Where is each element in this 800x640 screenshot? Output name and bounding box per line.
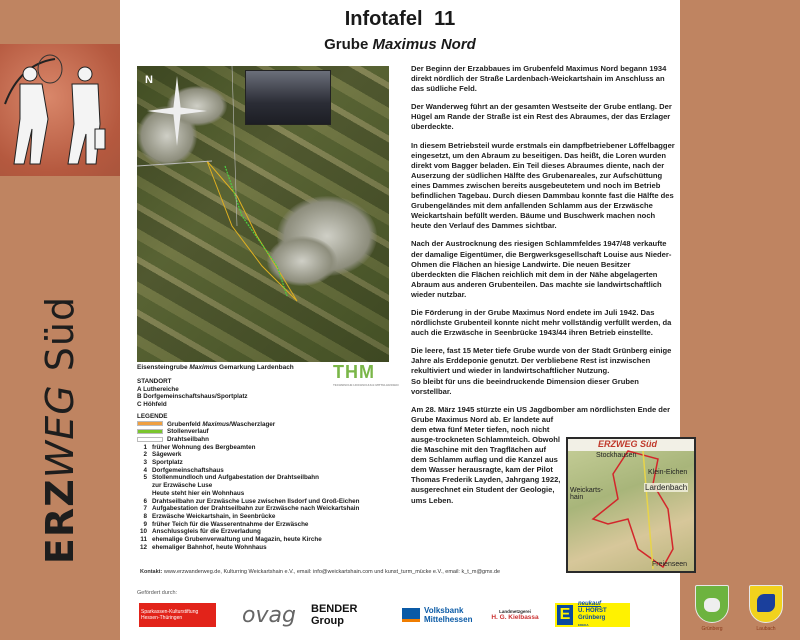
paragraph: Die Förderung in der Grube Maximus Nord endete im Juli 1942. Das nördlichste Grubenteil konnte nicht mehr vollständig verfüllt werden, da auch die Erzwäsche in Seenbrücke 1943/44 ihren Betrieb einstellte. bbox=[411, 307, 672, 338]
place-label: Stockhausen bbox=[596, 452, 637, 459]
legend-swatch-item: Stollenverlauf bbox=[137, 428, 407, 436]
map-legend bbox=[137, 378, 407, 551]
standort-item: A Luthereiche bbox=[137, 385, 179, 393]
legend-swatch-item: Drahtseilbahn bbox=[137, 436, 407, 444]
legend-swatch bbox=[137, 437, 163, 442]
erzweg-brand-vertical: ERZWEG Süd bbox=[38, 295, 82, 565]
legend-item: 8 Erzwäsche Weickartshain, in Seenbrücke bbox=[143, 512, 276, 520]
legend-item: 11 ehemalige Grubenverwaltung und Magazin, heute Kirche bbox=[140, 536, 322, 544]
map-caption: Eisensteingrube Maximus Gemarkung Lardenbach bbox=[137, 364, 294, 371]
standort-item: B Dorfgemeinschaftshaus/Sportplatz bbox=[137, 393, 248, 401]
inset-title: ERZWEG Süd bbox=[568, 439, 694, 451]
legend-item: 6 Drahtseilbahn zur Erzwäsche Luse zwischen Ilsdorf und Groß-Eichen bbox=[143, 497, 360, 505]
page-subtitle: Grube Maximus Nord bbox=[324, 36, 476, 53]
legend-item: 7 Aufgabestation der Drahtseilbahn zur Erzwäsche nach Weickartshain bbox=[143, 505, 360, 513]
place-label: Klein-Eichen bbox=[648, 469, 688, 476]
place-label-lardenbach: Lardenbach bbox=[645, 483, 688, 492]
aerial-map bbox=[137, 66, 389, 362]
laubach-crest bbox=[749, 585, 783, 623]
edeka-neukauf-logo: E neukauf U. HORST Grünberg EDEKA bbox=[555, 603, 630, 627]
paragraph: Nach der Austrocknung des riesigen Schlammfeldes 1947/48 verkaufte der damalige Eigentümer, die Bergwerksgesellschaft Louise aus Nieder-Ohmen die Flächen an hiesige Landwirte. Die neuen Besitzer überdeckten die Flächen reichlich mit dem in der Nähe abgelagerten Abraum aus anderen Grubenteilen. Das machte sie landwirtschaftlich wieder nutzbar. bbox=[411, 239, 672, 299]
legend-item: 5 Stollenmundloch und Aufgabestation der Drahtseilbahn bbox=[143, 474, 319, 482]
bender-logo: BENDER Group bbox=[311, 603, 358, 627]
legend-item: 12 ehemaliger Bahnhof, heute Wohnhaus bbox=[139, 543, 267, 551]
erzweg-route-map bbox=[566, 437, 696, 573]
legend-item: 3 Sportplatz bbox=[143, 459, 183, 467]
contact-line: Kontakt: www.erzwanderweg.de, Kulturring Weickartshain e.V., email: info@weickartshain.com und kunst_turm_mücke e.V., email: k_t_m@gmx.de bbox=[140, 569, 501, 575]
north-compass-label: N bbox=[145, 74, 153, 86]
place-label: Freienseen bbox=[652, 561, 688, 568]
ovag-logo: ovag bbox=[242, 602, 296, 628]
historic-photo bbox=[245, 70, 331, 125]
paragraph: Der Beginn der Erzabbaues im Grubenfeld Maximus Nord begann 1934 direkt nördlich der Straße Lardenbach-Weickartshain im Anschluss an das südliche Feld. bbox=[411, 64, 667, 94]
crest-label: Grünberg bbox=[701, 626, 723, 632]
legend-swatch bbox=[137, 429, 163, 434]
legend-swatch-item: Grubenfeld Maximus/Wascherzlager bbox=[137, 421, 407, 429]
legende-title: LEGENDE bbox=[137, 412, 168, 420]
paragraph: Der Wanderweg führt an der gesamten Westseite der Grube entlang. Der Hügel am Rande der Straße ist ein Rest des Abraumes, der das Erzlager überdeckte. bbox=[411, 102, 672, 132]
legend-swatch bbox=[137, 421, 163, 426]
legend-item: Heute steht hier ein Wohnhaus bbox=[152, 489, 245, 497]
sparkasse-logo: Sparkassen-Kulturstiftung Hessen-Thüringen bbox=[139, 603, 216, 627]
legend-item: 1 früher Wohnung des Bergbeamten bbox=[143, 443, 256, 451]
legend-item: 9 früher Teich für die Wasserentnahme der Erzwäsche bbox=[143, 520, 309, 528]
legend-item: zur Erzwäsche Luse bbox=[152, 482, 213, 490]
page-title: Infotafel 11 bbox=[344, 8, 456, 30]
funded-by-label: Gefördert durch: bbox=[137, 590, 178, 596]
standort-title: STANDORT bbox=[137, 378, 172, 385]
left-sidebar bbox=[0, 0, 120, 640]
thm-logo: THM TECHNISCHE HOCHSCHULE MITTELHESSEN bbox=[333, 362, 399, 387]
metzgerei-logo: Landmetzgerei H. G. Kielbassa bbox=[491, 609, 539, 621]
paragraph: Die leere, fast 15 Meter tiefe Grube wurde von der Stadt Grünberg einige Jahre als Erddeponie genutzt. Der verbliebene Rest ist inzwischen rekultiviert und wieder in landwirtschaftlicher Nutzung. So bleibt für uns die beeindruckende Dimension dieser Gruben vorstellbar. bbox=[411, 346, 672, 396]
legend-item: 2 Sägewerk bbox=[143, 451, 182, 459]
paragraph: Am 28. März 1945 stürzte ein US Jagdbomber am nördlichsten Ende der Grube Maximus Nord ab. Er landete auf dem etwa fünf Meter tiefen, noch nicht ausge-trockneten Schlammteich. Obwohl die Maschine mit den Tragflächen auf dem Schlamm auflag und die Kanzel aus dem Wasser herausragte, kam der Pilot Thomas Frederik Layden, Jahrgang 1922, ausgerechnet ein Student der Geologie, ums Leben. bbox=[411, 404, 671, 505]
legend-item: 10 Anschlussgleis für die Erzverladung bbox=[139, 528, 261, 536]
legend-item: 4 Dorfgemeinschaftshaus bbox=[143, 466, 224, 474]
volksbank-logo: Volksbank Mittelhessen bbox=[402, 603, 482, 627]
crest-label: Laubach bbox=[756, 626, 776, 632]
paragraph: In diesem Betriebsteil wurde erstmals ein dampfbetriebener Löffelbagger eingesetzt, um den Abraum zu beseitigen. Das heißt, die Loren wurden direkt vom Bagger beladen. Ein Teil dieses Abraumes diente, nach der Auserzung der südlichen Hälfte des Grubenareales, zur Aufschüttung eines Dammes zwischen bereits ausgebeutetem und noch im Betrieb befindlichen Tagebau. Durch diesen Dammbau konnte fast die Hälfte des Grubengeländes mit dem anfallenden Schlamm aus der Erzwäsche Weickartshain befüllt werden. Bäume und Buschwerk machen noch heute den Verlauf des Dammes sichtbar. bbox=[411, 140, 675, 231]
miners-illustration bbox=[0, 44, 120, 176]
standort-item: C Höhfeld bbox=[137, 401, 167, 409]
place-label: Weickarts-hain bbox=[570, 487, 603, 501]
gruenberg-crest bbox=[695, 585, 729, 623]
